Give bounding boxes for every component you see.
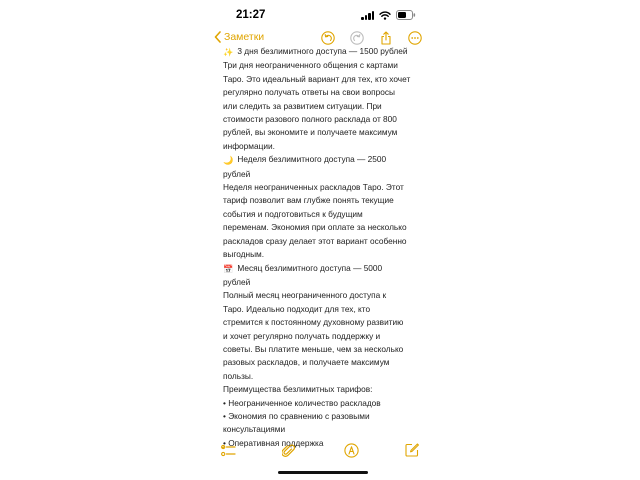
wifi-icon (379, 11, 391, 20)
note-line: выгодным. (223, 249, 265, 260)
share-icon (380, 31, 392, 45)
bottom-toolbar (206, 442, 438, 462)
markup-button[interactable] (343, 442, 359, 458)
note-line: консультациями (223, 424, 286, 435)
note-content[interactable] (223, 45, 421, 450)
chevron-left-icon (214, 31, 221, 43)
note-line: рублей (223, 276, 251, 287)
status-time: 21:27 (236, 9, 266, 21)
calendar-icon: 📅 (223, 263, 234, 274)
note-line: события и подготовиться к будущим (223, 208, 363, 219)
note-line: советы. Вы платите меньше, чем за несколько (223, 343, 404, 354)
more-button[interactable] (408, 31, 422, 45)
note-line: рублей, вы экономите и получаете максимум (223, 127, 398, 138)
status-bar (206, 0, 438, 30)
nav-actions (321, 31, 422, 45)
home-indicator[interactable] (278, 471, 368, 474)
compose-icon (405, 443, 419, 457)
note-line: переменам. Экономия при оплате за несколько (223, 222, 407, 233)
undo-button[interactable] (321, 31, 335, 45)
undo-icon (321, 31, 335, 45)
note-line: • Неограниченное количество раскладов (223, 397, 381, 408)
note-line: и хочет регулярно получать поддержку и (223, 330, 381, 341)
checklist-button[interactable] (220, 442, 236, 458)
note-line: раскладов сразу делает этот вариант особенно (223, 235, 407, 246)
note-line: ✨ 3 дня безлимитного доступа — 1500 рублей (223, 45, 421, 59)
note-line: информации. (223, 140, 275, 151)
note-line: разовых раскладов, и получаете максимум (223, 357, 390, 368)
note-line: • Оперативная поддержка (223, 437, 324, 448)
redo-button[interactable] (350, 31, 364, 45)
status-icons (361, 10, 416, 20)
battery-icon (396, 10, 416, 20)
note-line: Преимущества безлимитных тарифов: (223, 384, 373, 395)
note-line: регулярно получать ответы на свои вопросы (223, 87, 396, 98)
note-line: Таро. Идеально подходит для тех, кто (223, 303, 371, 314)
cellular-signal-icon (361, 11, 374, 20)
attachment-button[interactable] (280, 442, 296, 458)
checklist-icon (221, 444, 236, 457)
note-line: Три дня неограниченного общения с картами (223, 60, 398, 71)
note-line: 🌙 Неделя безлимитного доступа — 2500 (223, 153, 421, 167)
compose-button[interactable] (404, 442, 420, 458)
back-button[interactable] (214, 31, 264, 43)
note-line: тариф позволит вам глубже понять текущие (223, 195, 394, 206)
redo-icon (350, 31, 364, 45)
markup-icon (344, 443, 359, 458)
note-line: стремится к постоянному духовному развитию (223, 317, 404, 328)
sparkles-icon: ✨ (223, 47, 234, 57)
note-line: Таро. Это идеальный вариант для тех, кто хочет (223, 73, 411, 84)
note-line: пользы. (223, 370, 254, 381)
crescent-moon-icon: 🌙 (223, 155, 234, 166)
note-line: • Экономия по сравнению с разовыми (223, 410, 370, 421)
note-line: 📅 Месяц безлимитного доступа — 5000 (223, 262, 421, 276)
more-icon (408, 31, 422, 45)
note-line: рублей (223, 168, 251, 179)
note-line: стоимости разового полного расклада от 800 (223, 114, 397, 125)
note-line: Неделя неограниченных раскладов Таро. Этот (223, 182, 404, 193)
notes-screen (206, 0, 438, 480)
back-label: Заметки (224, 31, 265, 43)
share-button[interactable] (379, 31, 393, 45)
note-line: или следить за развитием ситуации. При (223, 100, 382, 111)
attachment-icon (282, 443, 295, 458)
note-line: Полный месяц неограниченного доступа к (223, 290, 387, 301)
